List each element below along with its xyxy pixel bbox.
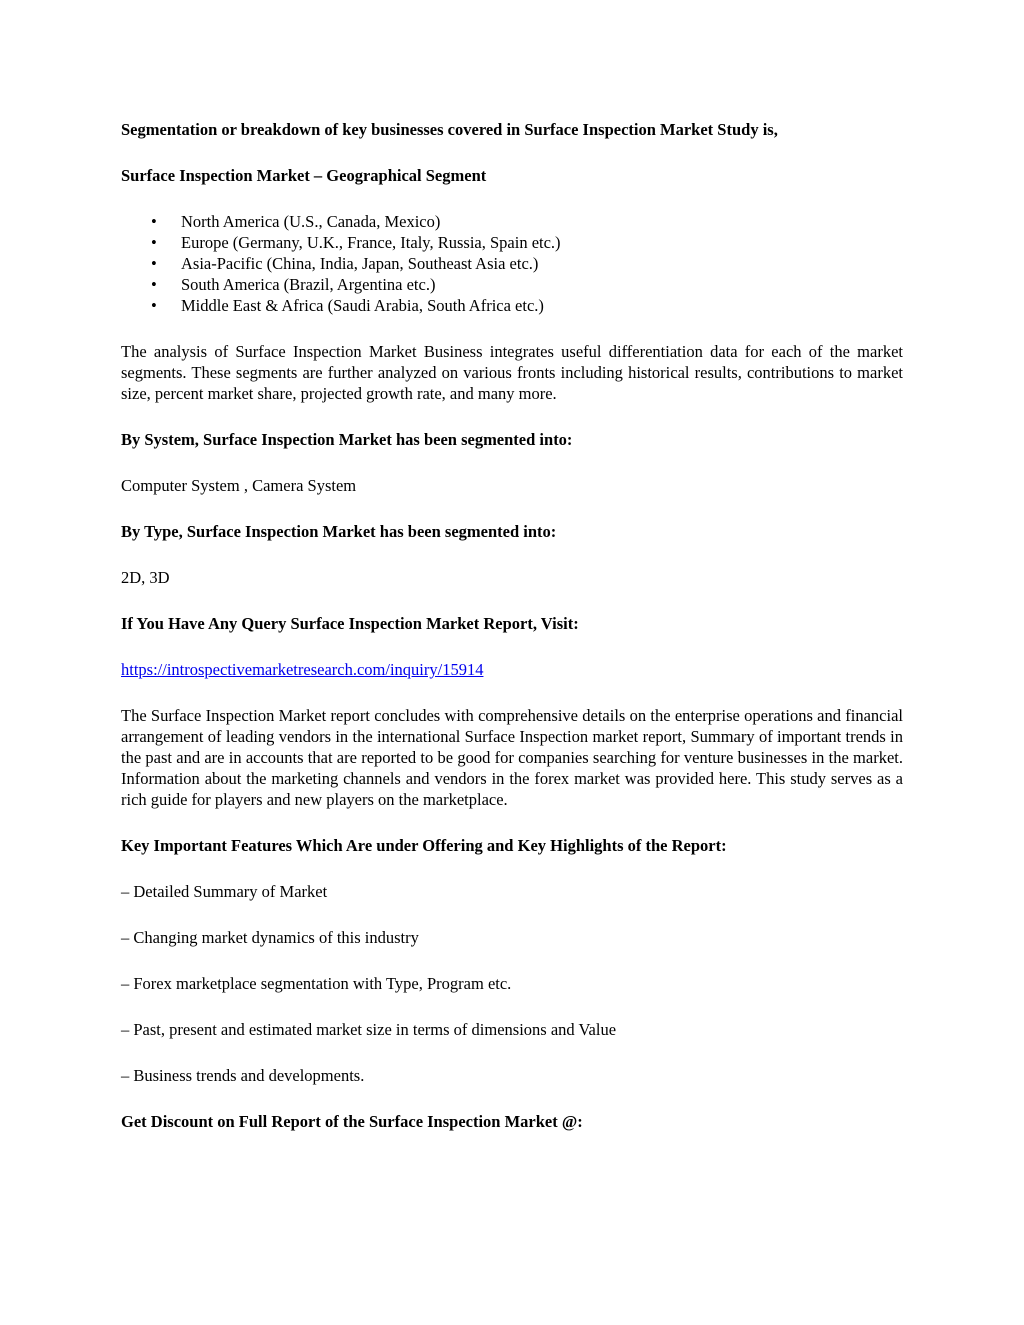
discount-heading: Get Discount on Full Report of the Surface Inspection Market @: <box>121 1112 583 1131</box>
query-heading: If You Have Any Query Surface Inspection Market Report, Visit: <box>121 614 579 633</box>
list-item-text: South America (Brazil, Argentina etc.) <box>181 275 436 294</box>
list-item <box>121 274 903 295</box>
list-item <box>121 295 903 316</box>
bullet-icon: • <box>151 212 157 231</box>
feature-item: – Business trends and developments. <box>121 1066 365 1085</box>
feature-item: – Past, present and estimated market size in terms of dimensions and Value <box>121 1020 617 1039</box>
type-heading: By Type, Surface Inspection Market has been segmented into: <box>121 522 557 541</box>
bullet-icon: • <box>151 296 157 315</box>
system-values: Computer System , Camera System <box>121 476 357 495</box>
document-page <box>121 119 903 1157</box>
query-link-paragraph <box>121 659 903 680</box>
bullet-icon: • <box>151 275 157 294</box>
features-heading: Key Important Features Which Are under Offering and Key Highlights of the Report: <box>121 836 727 855</box>
analysis-paragraph: The analysis of Surface Inspection Market Business integrates useful differentiation data for each of the market segments. These segments are further analyzed on various fronts including historical results, contributions to market size, percent market share, projected growth rate, and many more. <box>121 342 903 403</box>
list-item <box>121 232 903 253</box>
geo-list <box>121 211 903 316</box>
list-item <box>121 253 903 274</box>
conclusion-paragraph: The Surface Inspection Market report concludes with comprehensive details on the enterprise operations and financial arrangement of leading vendors in the international Surface Inspection market report, Summary of important trends in the past and are in accounts that are reported to be good for companies searching for venture businesses in the market. Information about the marketing channels and vendors in the forex market was provided here. This study serves as a rich guide for players and new players on the marketplace. <box>121 706 903 809</box>
intro-heading: Segmentation or breakdown of key businesses covered in Surface Inspection Market Study is, <box>121 120 778 139</box>
feature-item: – Forex marketplace segmentation with Type, Program etc. <box>121 974 512 993</box>
geo-heading: Surface Inspection Market – Geographical Segment <box>121 166 487 185</box>
feature-item: – Changing market dynamics of this industry <box>121 928 419 947</box>
feature-item: – Detailed Summary of Market <box>121 882 328 901</box>
list-item-text: North America (U.S., Canada, Mexico) <box>181 212 441 231</box>
list-item-text: Europe (Germany, U.K., France, Italy, Russia, Spain etc.) <box>181 233 561 252</box>
type-values: 2D, 3D <box>121 568 170 587</box>
inquiry-link[interactable]: https://introspectivemarketresearch.com/inquiry/15914 <box>121 660 484 679</box>
bullet-icon: • <box>151 254 157 273</box>
list-item <box>121 211 903 232</box>
bullet-icon: • <box>151 233 157 252</box>
system-heading: By System, Surface Inspection Market has been segmented into: <box>121 430 573 449</box>
list-item-text: Asia-Pacific (China, India, Japan, Southeast Asia etc.) <box>181 254 539 273</box>
list-item-text: Middle East & Africa (Saudi Arabia, South Africa etc.) <box>181 296 544 315</box>
